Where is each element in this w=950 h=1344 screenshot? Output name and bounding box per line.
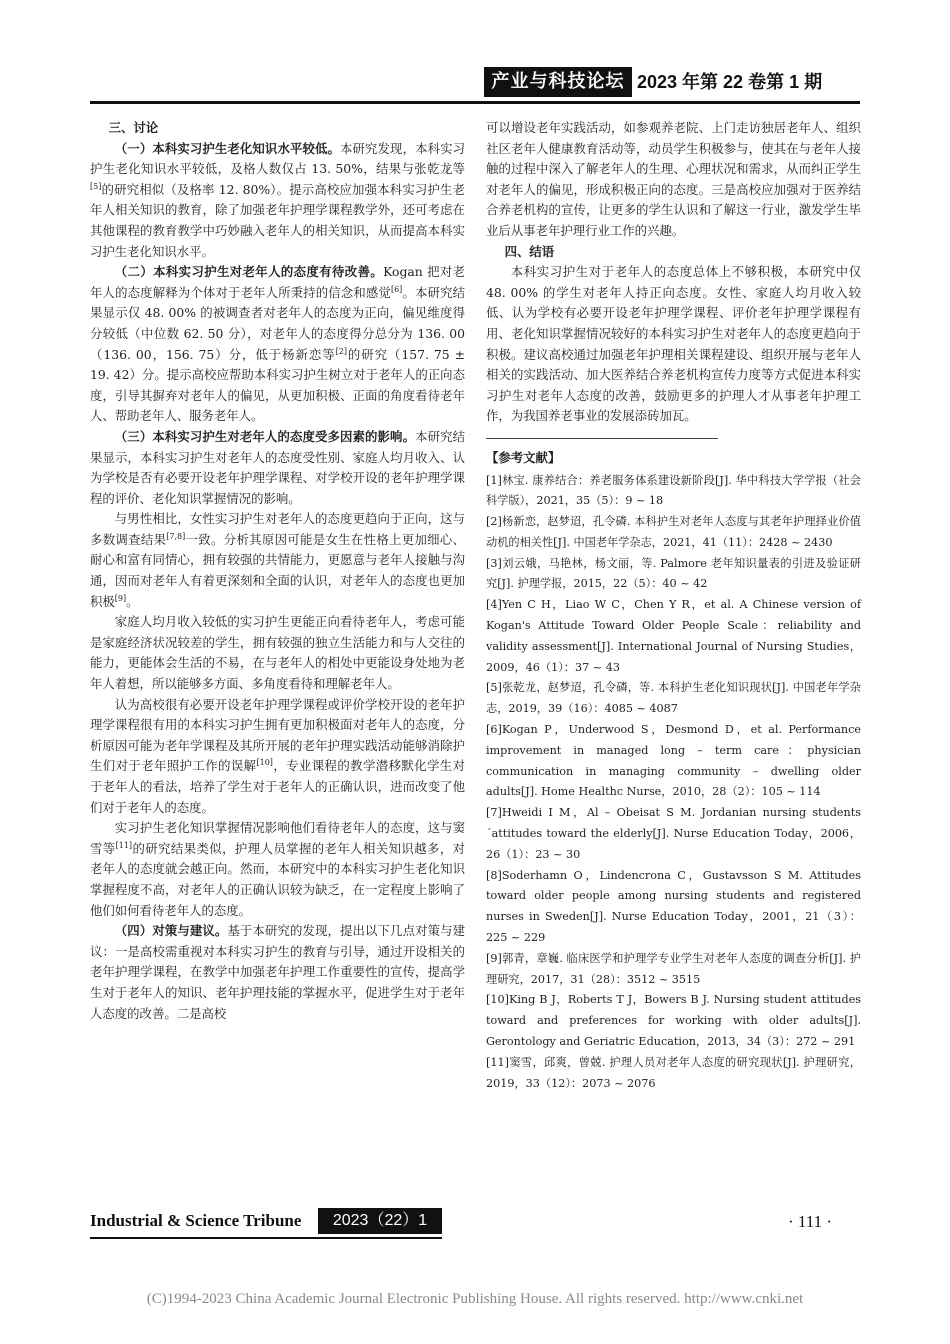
- section-heading-conclusion: 四、结语: [504, 243, 555, 259]
- citation: [5]: [90, 181, 102, 191]
- paragraph: [90, 695, 465, 819]
- reference-list: [486, 471, 861, 1095]
- paragraph-text: 的研究（157. 75 ± 19. 42）分。提示高校应帮助本科实习护生树立对于老年人的正向态度，引导其摒弃对老年人的偏见，从更加积极、正面的角度看待老年人、帮助老年人、服务老年人。: [90, 346, 465, 424]
- paragraph: [90, 818, 465, 921]
- footer-journal-name: Industrial & Science Tribune: [90, 1211, 302, 1230]
- paragraph-text: 的研究相似（及格率 12. 80%）。提示高校应加强本科实习护生老年人相关知识的教育，除了加强老年护理学课程教学外，还可考虑在其他课程的教育教学中巧妙融入老年人的相关知识，从而提高本科实习护生老化知识水平。: [90, 181, 465, 259]
- paragraph-text: 实习护生老化知识掌握情况影响他们看待老年人的态度，这与窦雪等: [90, 820, 465, 856]
- footer-issue-tag: 2023（22）1: [318, 1208, 442, 1234]
- reference-item: [4]Yen C H，Liao W C，Chen Y R，et al. A Chinese version of Kogan's Attitude Toward Older People Scale：reliability and validity assessment[J]. International Journal of Nursing Studies，2009，46（1）：37 ~ 43: [486, 598, 861, 674]
- paragraph-text: 与男性相比，女性实习护生对老年人的态度更趋向于正向，这与多数调查结果: [90, 511, 465, 547]
- paragraph: [90, 139, 465, 263]
- issue-label: 2023 年第 22 卷第 1 期: [637, 72, 823, 92]
- copyright-notice: (C)1994-2023 China Academic Journal Electronic Publishing House. All rights reserved. http://www.cnki.net: [146, 1291, 804, 1307]
- paragraph-lead: （四）对策与建议。: [114, 923, 228, 939]
- paragraph-text: Kogan 把对老年人的态度解释为个体对于老年人所秉持的信念和感觉: [90, 264, 466, 300]
- paragraph-text: 认为高校很有必要开设老年护理学课程或评价学校开设的老年护理学课程很有用的本科实习护生拥有更加积极面对老年人的态度，分析原因可能为老年学课程及其所开展的老年护理实践活动能够消除护生们对于老年照护工作的误解: [90, 696, 465, 774]
- reference-item: [3]刘云娥，马艳林，杨文丽，等. Palmore 老年知识量表的引进及验证研究[J]. 护理学报，2015，22（5）：40 ~ 42: [486, 556, 861, 591]
- reference-item: [9]郭青，章巍. 临床医学和护理学专业学生对老年人态度的调查分析[J]. 护理研究，2017，31（28）：3512 ~ 3515: [486, 951, 861, 986]
- paragraph-text: 基于本研究的发现，提出以下几点对策与建议：一是高校需重视对本科实习护生的教育与引导，通过开设相关的老年护理学课程，在教学中加强老年护理工作重要性的宣传，提高学生对于老年人的知识、老年护理技能的掌握水平，促进学生对于老年人态度的改善。二是高校: [90, 923, 466, 1021]
- left-column: [90, 118, 465, 1024]
- reference-item: [5]张乾龙，赵梦迢，孔令磷，等. 本科护生老化知识现状[J]. 中国老年学杂志，2019，39（16）：4085 ~ 4087: [486, 681, 861, 716]
- references-title: 【参考文献】: [486, 449, 561, 465]
- reference-item: [6]Kogan P，Underwood S，Desmond D，et al. Performance improvement in managed long – term care：physician communication in managing community – dwelling older adults[J]. Home Healthc Nurse，2010，28（2）：105 ~ 114: [486, 723, 861, 799]
- paragraph: [90, 262, 465, 427]
- paragraph-text: 本研究发现，本科实习护生老化知识水平较低，及格人数仅占 13. 50%，结果与张乾龙等: [90, 140, 466, 177]
- citation: [2]: [335, 346, 347, 356]
- page-number: · 111 ·: [788, 1212, 833, 1231]
- paragraph-lead: （二）本科实习护生对老年人的态度有待改善。: [114, 264, 384, 280]
- journal-tag: 产业与科技论坛: [484, 67, 632, 97]
- paragraph: 本科实习护生对于老年人的态度总体上不够积极，本研究中仅 48. 00% 的学生对老年人持正向态度。女性、家庭人均月收入较低、认为学校有必要开设老年护理学课程、评价老年护理学课程有用、老化知识掌握情况较好的本科实习护生对老年人的态度更趋向于积极。建议高校通过加强老年护理相关课程建设、组织开展与老年人相关的实践活动、加大医养结合养老机构宣传力度等方式促进本科实习护生对老年人态度的改善，鼓励更多的护理人才从事老年护理工作，为我国养老事业的发展添砖加瓦。: [486, 264, 861, 424]
- reference-item: [7]Hweidi I M，Al – Obeisat S M. Jordanian nursing students´attitudes toward the elderly[J]. Nurse Education Today，2006，26（1）：23 ~ 30: [486, 806, 861, 861]
- citation: [10]: [256, 758, 273, 768]
- citation: [7,8]: [166, 531, 186, 541]
- paragraph-text: 的研究结果类似，护理人员掌握的老年人相关知识越多，对老年人的态度就会越正向。然而，本研究中的本科实习护生老化知识掌握程度不高，对老年人的正确认识较为缺乏，在一定程度上影响了他们如何看待老年人的态度。: [90, 840, 466, 918]
- paragraph-lead: （三）本科实习护生对老年人的态度受多因素的影响。: [114, 428, 416, 444]
- paragraph-text: 。本研究结果显示仅 48. 00% 的被调查者对老年人的态度为正向，偏见维度得分较低（中位数 62. 50 分），对老年人的态度得分总分为 136. 00（136. 00，156. 75）分，低于杨新恋等: [90, 284, 466, 362]
- citation: [9]: [114, 593, 127, 603]
- paragraph-text: 一致。分析其原因可能是女生在性格上更加细心、耐心和富有同情心，拥有较强的共情能力，更愿意与老年人接触与沟通，因而对老年人有着更深刻和全面的认识，对老年人的态度也更加积极: [90, 531, 466, 609]
- citation: [11]: [115, 840, 133, 850]
- reference-item: [2]杨新恋，赵梦迢，孔令磷. 本科护生对老年人态度与其老年护理择业价值动机的相关性[J]. 中国老年学杂志，2021，41（11）：2428 ~ 2430: [486, 515, 861, 549]
- footer-rule: [90, 1237, 442, 1239]
- reference-item: [8]Soderhamn O，Lindencrona C，Gustavsson S M. Attitudes toward older people among nursing students and registered nurses in Sweden[J]. Nurse Education Today，2001，21（3）：225 ~ 229: [486, 868, 861, 945]
- paragraph-text: 。: [126, 593, 139, 609]
- section-heading-discussion: 三、讨论: [108, 120, 159, 135]
- right-column: [486, 118, 861, 1094]
- reference-item: [1]林宝. 康养结合：养老服务体系建设新阶段[J]. 华中科技大学学报（社会科学版），2021，35（5）：9 ~ 18: [486, 473, 861, 508]
- paragraph: 家庭人均月收入较低的实习护生更能正向看待老年人，考虑可能是家庭经济状况较差的学生，拥有较强的独立生活能力和与人交往的能力，更能体会生活的不易，在与老年人的相处中更能设身处地为老年人着想，所以能够多方面、多角度看待和理解老年人。: [90, 614, 465, 692]
- references-rule: [486, 438, 718, 439]
- header-rule: [90, 101, 860, 104]
- paragraph: [90, 427, 465, 509]
- paragraph-text: ，专业课程的教学潜移默化学生对于老年人的看法，培养了学生对于老年人的正确认识，进而改变了他们对于老年人的态度。: [90, 758, 466, 815]
- reference-item: [11]窦雪，邱爽，曾兢. 护理人员对老年人态度的研究现状[J]. 护理研究，2019，33（12）：2073 ~ 2076: [486, 1055, 861, 1090]
- paragraph-lead: （一）本科实习护生老化知识水平较低。: [114, 140, 341, 156]
- reference-item: [10]King B J，Roberts T J，Bowers B J. Nursing student attitudes toward and preferences for working with older adults[J]. Gerontology and Geriatric Education，2013，34（3）：272 ~ 291: [486, 993, 861, 1049]
- paragraph: [90, 509, 465, 612]
- paragraph-text: 本研究结果显示，本科实习护生对老年人的态度受性别、家庭人均月收入、认为学校是否有必要开设老年护理学课程、对学校开设的老年护理学课程的评价、老化知识掌握情况的影响。: [90, 428, 466, 506]
- citation: [6]: [390, 284, 403, 294]
- paragraph: [90, 921, 465, 1024]
- paragraph: 可以增设老年实践活动，如参观养老院、上门走访独居老年人、组织社区老年人健康教育活动等，动员学生积极参与，使其在与老年人接触的过程中深入了解老年人的生理、心理状况和需求，从而纠正学生对老年人的偏见，形成积极正向的态度。三是高校应加强对于医养结合养老机构的宣传，让更多的学生认识和了解这一行业，激发学生毕业后从事老年护理行业工作的兴趣。: [486, 120, 861, 238]
